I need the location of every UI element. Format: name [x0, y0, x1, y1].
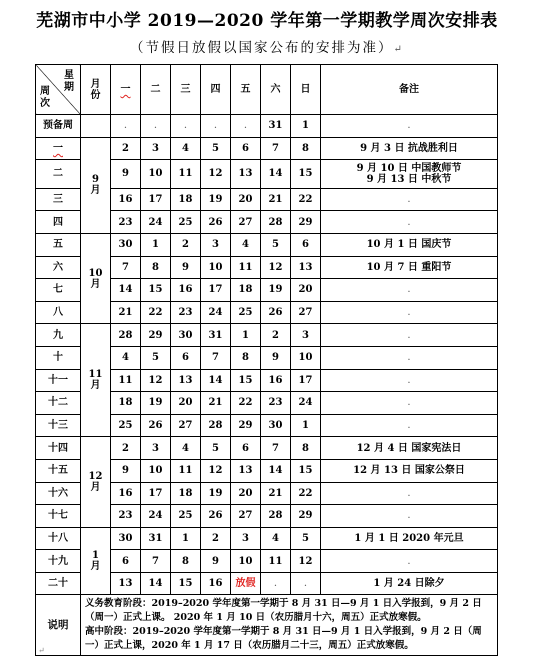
- date-cell: 3: [231, 527, 261, 550]
- date-cell: 12: [291, 550, 321, 573]
- date-cell: 13: [111, 572, 141, 595]
- date-cell: 30: [261, 414, 291, 437]
- date-cell: 16: [261, 369, 291, 392]
- week-number-cell: 三: [36, 188, 81, 211]
- date-cell: 5: [201, 437, 231, 460]
- week-number-cell: 十八: [36, 527, 81, 550]
- date-cell: 16: [111, 482, 141, 505]
- date-cell: 3: [291, 324, 321, 347]
- month-cell: 10 月: [81, 233, 111, 323]
- date-cell: 19: [201, 482, 231, 505]
- date-cell: 3: [141, 437, 171, 460]
- date-cell: 5: [261, 233, 291, 256]
- week-number-cell: 二十: [36, 572, 81, 595]
- date-cell: 11: [231, 256, 261, 279]
- date-cell: 29: [291, 505, 321, 528]
- remarks-cell: 10 月 7 日 重阳节: [321, 256, 498, 279]
- remarks-cell: 12 月 4 日 国家宪法日: [321, 437, 498, 460]
- week-number-cell: 十四: [36, 437, 81, 460]
- date-cell: 19: [141, 392, 171, 415]
- date-cell: 8: [291, 437, 321, 460]
- date-cell: 17: [141, 482, 171, 505]
- date-cell: 14: [141, 572, 171, 595]
- date-cell: 15: [231, 369, 261, 392]
- date-cell: 14: [261, 160, 291, 189]
- remarks-cell: .: [321, 346, 498, 369]
- remarks-cell: .: [321, 369, 498, 392]
- date-cell: 6: [231, 437, 261, 460]
- day-header-thu: 四: [201, 65, 231, 115]
- date-cell: 2: [261, 324, 291, 347]
- date-cell: .: [111, 115, 141, 138]
- table-row: [36, 137, 498, 160]
- remarks-cell: .: [321, 505, 498, 528]
- date-cell: 10: [291, 346, 321, 369]
- date-cell: 12: [201, 160, 231, 189]
- date-cell: 6: [291, 233, 321, 256]
- table-row: [36, 233, 498, 256]
- date-cell: 14: [111, 279, 141, 302]
- date-cell: 31: [141, 527, 171, 550]
- date-cell: 12: [201, 459, 231, 482]
- remarks-cell: 1 月 24 日除夕: [321, 572, 498, 595]
- date-cell: 10: [141, 459, 171, 482]
- date-cell: 4: [171, 437, 201, 460]
- date-cell: .: [231, 115, 261, 138]
- date-cell: .: [141, 115, 171, 138]
- date-cell: 20: [231, 482, 261, 505]
- remarks-cell: .: [321, 301, 498, 324]
- week-number-cell: 二: [36, 160, 81, 189]
- date-cell: 28: [111, 324, 141, 347]
- date-cell: 18: [231, 279, 261, 302]
- date-cell: 28: [201, 414, 231, 437]
- holiday-label: 放假: [235, 578, 256, 590]
- date-cell: 11: [111, 369, 141, 392]
- date-cell: 11: [171, 459, 201, 482]
- date-cell: 20: [171, 392, 201, 415]
- date-cell: 27: [291, 301, 321, 324]
- date-cell: 13: [231, 160, 261, 189]
- date-cell: 25: [111, 414, 141, 437]
- date-cell: 10: [201, 256, 231, 279]
- date-cell: 25: [171, 505, 201, 528]
- table-row: [36, 437, 498, 460]
- week-number-cell: 十二: [36, 392, 81, 415]
- schedule-table: [35, 64, 498, 656]
- date-cell: 26: [261, 301, 291, 324]
- date-cell: 26: [141, 414, 171, 437]
- week-number-cell: 十七: [36, 505, 81, 528]
- date-cell: 12: [261, 256, 291, 279]
- remarks-cell: .: [321, 324, 498, 347]
- date-cell: 20: [291, 279, 321, 302]
- remarks-cell: .: [321, 279, 498, 302]
- table-row: [36, 115, 498, 138]
- table-row: [36, 527, 498, 550]
- notes-line: 高中阶段：2019–2020 学年度第一学期于 8 月 31 日—9 月 1 日入学报到，9 月 2 日（周一）正式上课，2020 年 1 月 17 日（农历腊月二十三，周五）正式放寒假。: [85, 626, 482, 652]
- date-cell: 26: [201, 505, 231, 528]
- date-cell: 24: [201, 301, 231, 324]
- date-cell: 17: [291, 369, 321, 392]
- remarks-header: 备注: [321, 65, 498, 115]
- date-cell: 27: [231, 211, 261, 234]
- header-row: [36, 65, 498, 115]
- date-cell: 21: [111, 301, 141, 324]
- remarks-cell: .: [321, 211, 498, 234]
- date-cell: 8: [171, 550, 201, 573]
- date-cell: 1: [291, 115, 321, 138]
- date-cell: 25: [231, 301, 261, 324]
- week-number-cell: 十五: [36, 459, 81, 482]
- notes-row: [36, 595, 498, 656]
- date-cell: 3: [141, 137, 171, 160]
- date-cell: 9: [111, 160, 141, 189]
- date-cell: .: [291, 572, 321, 595]
- date-cell: 27: [231, 505, 261, 528]
- week-number-cell: 十三: [36, 414, 81, 437]
- date-cell: 27: [171, 414, 201, 437]
- date-cell: 7: [111, 256, 141, 279]
- date-cell: 19: [261, 279, 291, 302]
- day-header-sat: 六: [261, 65, 291, 115]
- date-cell: 30: [111, 233, 141, 256]
- page-subtitle: （节假日放假以国家公布的安排为准）↵: [130, 40, 404, 56]
- date-cell: 5: [201, 137, 231, 160]
- date-cell: 14: [201, 369, 231, 392]
- month-cell-empty: [81, 115, 111, 138]
- date-cell: 2: [111, 437, 141, 460]
- day-header-sun: 日: [291, 65, 321, 115]
- date-cell: 9: [201, 550, 231, 573]
- paragraph-mark: ↵: [38, 646, 45, 655]
- date-cell: 18: [171, 188, 201, 211]
- date-cell: 24: [141, 211, 171, 234]
- date-cell: 1: [231, 324, 261, 347]
- date-cell: 15: [171, 572, 201, 595]
- remarks-cell: 9 月 10 日 中国教师节 9 月 13 日 中秋节: [321, 160, 498, 189]
- week-number-cell: 四: [36, 211, 81, 234]
- date-cell: 6: [111, 550, 141, 573]
- date-cell: 11: [261, 550, 291, 573]
- date-cell: 31: [201, 324, 231, 347]
- week-number-cell: 九: [36, 324, 81, 347]
- date-cell: 20: [231, 188, 261, 211]
- week-number-cell: 七: [36, 279, 81, 302]
- remarks-cell: 1 月 1 日 2020 年元旦: [321, 527, 498, 550]
- day-header-wed: 三: [171, 65, 201, 115]
- remarks-cell: .: [321, 550, 498, 573]
- remarks-cell: 12 月 13 日 国家公祭日: [321, 459, 498, 482]
- date-cell: 21: [261, 188, 291, 211]
- remarks-cell: .: [321, 414, 498, 437]
- corner-header-cell: [36, 65, 81, 115]
- date-cell: .: [261, 572, 291, 595]
- date-cell: 23: [261, 392, 291, 415]
- date-cell: 22: [231, 392, 261, 415]
- date-cell: 24: [291, 392, 321, 415]
- day-header-fri: 五: [231, 65, 261, 115]
- date-cell: 30: [171, 324, 201, 347]
- week-number-cell: 预备周: [36, 115, 81, 138]
- date-cell: 8: [141, 256, 171, 279]
- week-number-cell: 十: [36, 346, 81, 369]
- date-cell: 16: [171, 279, 201, 302]
- date-cell: 10: [141, 160, 171, 189]
- date-cell: 18: [111, 392, 141, 415]
- notes-label: 说明: [36, 595, 81, 656]
- date-cell: 1: [171, 527, 201, 550]
- date-cell: 9: [261, 346, 291, 369]
- date-cell: 29: [141, 324, 171, 347]
- remarks-cell: .: [321, 392, 498, 415]
- date-cell: 5: [141, 346, 171, 369]
- date-cell: 12: [141, 369, 171, 392]
- week-number-cell: 一: [36, 137, 81, 160]
- date-cell: 1: [141, 233, 171, 256]
- date-cell: 7: [261, 137, 291, 160]
- date-cell: .: [171, 115, 201, 138]
- date-cell: 3: [201, 233, 231, 256]
- date-cell: [231, 572, 261, 595]
- page-title: 芜湖市中小学 2019—2020 学年第一学期教学周次安排表: [36, 11, 498, 31]
- date-cell: 6: [231, 137, 261, 160]
- week-number-cell: 六: [36, 256, 81, 279]
- date-cell: 16: [111, 188, 141, 211]
- notes-line: 义务教育阶段：2019–2020 学年度第一学期于 8 月 31 日—9 月 1 日入学报到，9 月 2 日（周一）正式上课。 2020 年 1 月 10 日（农历腊月十六，周五）正式放寒假。: [85, 598, 482, 624]
- date-cell: 11: [171, 160, 201, 189]
- remarks-cell: .: [321, 188, 498, 211]
- date-cell: 5: [291, 527, 321, 550]
- date-cell: 4: [231, 233, 261, 256]
- date-cell: 23: [111, 505, 141, 528]
- date-cell: 13: [231, 459, 261, 482]
- date-cell: 24: [141, 505, 171, 528]
- day-header-tue: 二: [141, 65, 171, 115]
- date-cell: 21: [261, 482, 291, 505]
- date-cell: 15: [291, 160, 321, 189]
- date-cell: 7: [201, 346, 231, 369]
- day-header-mon: 一: [111, 65, 141, 115]
- date-cell: 30: [111, 527, 141, 550]
- date-cell: 14: [261, 459, 291, 482]
- remarks-cell: 10 月 1 日 国庆节: [321, 233, 498, 256]
- date-cell: 26: [201, 211, 231, 234]
- date-cell: 2: [111, 137, 141, 160]
- date-cell: 4: [111, 346, 141, 369]
- date-cell: 28: [261, 505, 291, 528]
- date-cell: 18: [171, 482, 201, 505]
- date-cell: 31: [261, 115, 291, 138]
- remarks-cell: 9 月 3 日 抗战胜利日: [321, 137, 498, 160]
- date-cell: 23: [171, 301, 201, 324]
- date-cell: 9: [111, 459, 141, 482]
- week-number-cell: 十六: [36, 482, 81, 505]
- date-cell: 22: [291, 188, 321, 211]
- notes-text: [81, 595, 498, 656]
- date-cell: 7: [141, 550, 171, 573]
- week-number-cell: 五: [36, 233, 81, 256]
- date-cell: 8: [231, 346, 261, 369]
- date-cell: 6: [171, 346, 201, 369]
- date-cell: 22: [291, 482, 321, 505]
- remarks-cell: .: [321, 115, 498, 138]
- date-cell: 17: [141, 188, 171, 211]
- month-cell: 12 月: [81, 437, 111, 527]
- date-cell: 29: [291, 211, 321, 234]
- date-cell: 25: [171, 211, 201, 234]
- date-cell: 13: [291, 256, 321, 279]
- week-number-cell: 八: [36, 301, 81, 324]
- date-cell: 22: [141, 301, 171, 324]
- date-cell: 4: [261, 527, 291, 550]
- month-header: 月 份: [81, 65, 111, 115]
- month-cell: 1 月: [81, 527, 111, 595]
- date-cell: 13: [171, 369, 201, 392]
- table-row: [36, 324, 498, 347]
- week-number-cell: 十九: [36, 550, 81, 573]
- date-cell: 29: [231, 414, 261, 437]
- paragraph-mark: ↵: [393, 44, 404, 55]
- date-cell: 28: [261, 211, 291, 234]
- date-cell: 10: [231, 550, 261, 573]
- date-cell: 15: [291, 459, 321, 482]
- date-cell: .: [201, 115, 231, 138]
- week-number-cell: 十一: [36, 369, 81, 392]
- month-cell: 9 月: [81, 137, 111, 233]
- date-cell: 15: [141, 279, 171, 302]
- remarks-cell: .: [321, 482, 498, 505]
- week-axis-label: 周 次: [40, 86, 50, 109]
- date-cell: 19: [201, 188, 231, 211]
- date-cell: 16: [201, 572, 231, 595]
- date-cell: 4: [171, 137, 201, 160]
- month-cell: 11 月: [81, 324, 111, 437]
- date-cell: 23: [111, 211, 141, 234]
- weekday-axis-label: 星 期: [64, 70, 74, 93]
- date-cell: 8: [291, 137, 321, 160]
- date-cell: 2: [201, 527, 231, 550]
- date-cell: 21: [201, 392, 231, 415]
- date-cell: 1: [291, 414, 321, 437]
- date-cell: 7: [261, 437, 291, 460]
- date-cell: 17: [201, 279, 231, 302]
- date-cell: 2: [171, 233, 201, 256]
- date-cell: 9: [171, 256, 201, 279]
